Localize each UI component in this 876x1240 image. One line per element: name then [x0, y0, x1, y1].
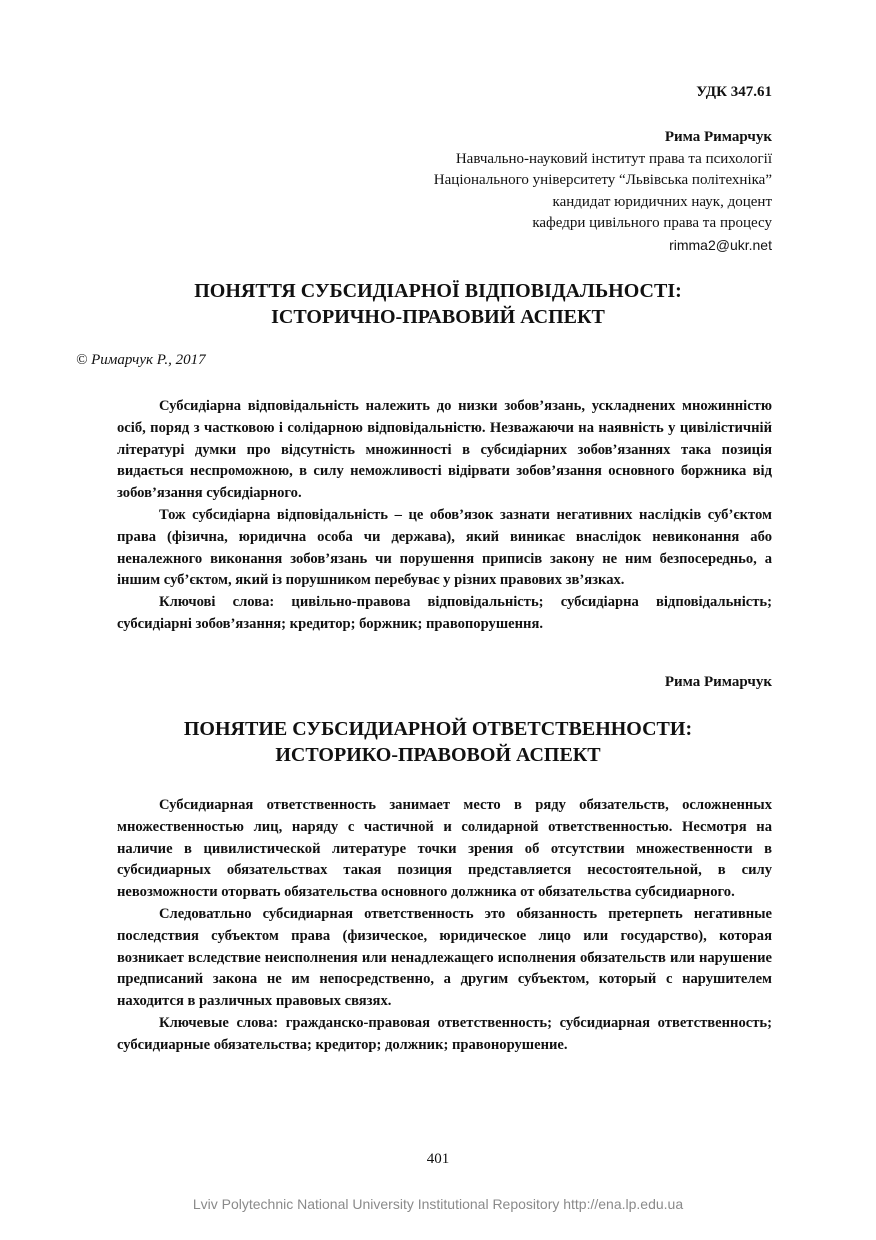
ua-abstract — [117, 396, 772, 636]
repository-footer: Lviv Polytechnic National University Institutional Repository http://ena.lp.edu.ua — [192, 1196, 684, 1212]
affiliation-line: кафедри цивільного права та процесу — [532, 215, 772, 232]
author-email[interactable]: rimma2@ukr.net — [669, 236, 772, 253]
author-affiliation — [434, 127, 772, 257]
ru-abstract-paragraph: Субсидиарная ответственность занимает место в ряду обязательств, осложненных множественностью лиц, наряду с частичной и солидарной ответственностью. Несмотря на наличие в цивилистической литературе точки зрения об отсутствии множественности в субсидиарных обязательствах такая позиция представляется несостоятельной, в силу невозможности оторвать обязательства основного должника от обязательства субсидиарного. — [117, 797, 772, 901]
ua-title-line1: ПОНЯТТЯ СУБСИДІАРНОЇ ВІДПОВІДАЛЬНОСТІ: — [194, 280, 682, 302]
page-number: 401 — [426, 1151, 450, 1167]
ru-abstract — [117, 795, 772, 1057]
ru-author-name: Рима Римарчук — [664, 674, 772, 690]
affiliation-line: Навчально-науковий інститут права та психології — [455, 150, 772, 167]
affiliation-line: Національного університету “Львівська політехніка” — [433, 172, 772, 189]
ua-abstract-paragraph: Субсидіарна відповідальність належить до низки зобов’язань, ускладнених множинністю осіб, поряд з частковою і солідарною відповідальністю. Незважаючи на наявність у цивілістичній літературі думки про відсутність множинності в субсидіарних зобов’язаннях така позиція видається неспроможною, в силу неможливості відірвати зобов’язання основного боржника від зобов’язання субсидіарного. — [117, 398, 772, 502]
copyright-notice: © Римарчук Р., 2017 — [76, 352, 206, 368]
ru-title — [0, 716, 876, 768]
ua-abstract-paragraph: Тож субсидіарна відповідальність – це обов’язок зазнати негативних наслідків суб’єктом права (фізична, юридична особа чи держава), який виникає внаслідок невиконання або неналежного виконання зобов’язань чи порушення приписів закону не ним безпосередньо, а іншим суб’єктом, який із порушником перебуває у різних правових зв’язках. — [117, 506, 772, 589]
ru-keywords: Ключевые слова: гражданско-правовая ответственность; субсидиарная ответственность; субсидиарные обязательства; кредитор; должник; правонорушение. — [117, 1014, 772, 1053]
ua-title — [0, 278, 876, 330]
ru-abstract-paragraph: Следоватльно субсидиарная ответственность это обязанность претерпеть негативные последствия субъектом права (физическое, юридическое лицо или государство), которая возникает вследствие неисполнения или ненадлежащего исполнения обязательств или нарушение предписаний закона не им непосредственно, а другим субъектом, который с нарушителем находится в различных правовых связях. — [117, 905, 772, 1010]
ua-keywords: Ключові слова: цивільно-правова відповідальність; субсидіарна відповідальність; субсидіарні зобов’язання; кредитор; боржник; правопорушення. — [117, 594, 772, 632]
author-name: Рима Римарчук — [664, 129, 772, 145]
ua-title-line2: ІСТОРИЧНО-ПРАВОВИЙ АСПЕКТ — [271, 306, 605, 328]
affiliation-line: кандидат юридичних наук, доцент — [552, 193, 772, 210]
ru-title-line2: ИСТОРИКО-ПРАВОВОЙ АСПЕКТ — [275, 744, 601, 766]
ru-title-line1: ПОНЯТИЕ СУБСИДИАРНОЙ ОТВЕТСТВЕННОСТИ: — [183, 718, 693, 740]
udk-code: УДК 347.61 — [696, 84, 772, 100]
